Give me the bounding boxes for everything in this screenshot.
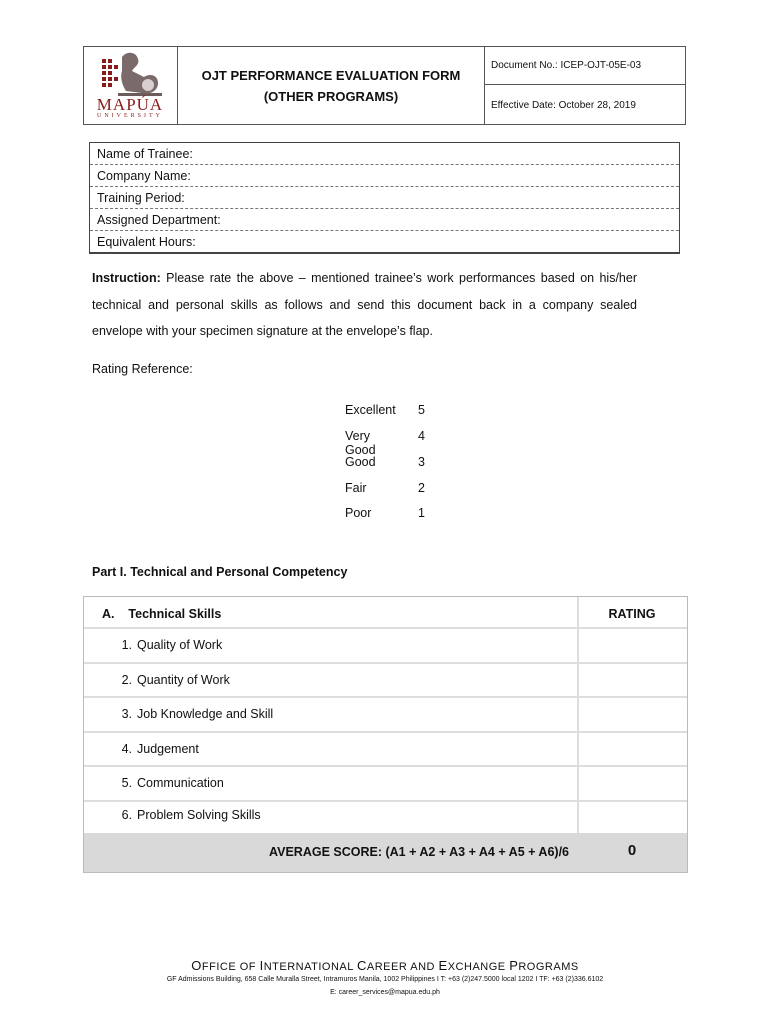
instruction-label: Instruction:	[92, 271, 161, 285]
instruction-line2: technical and personal skills as follows and send this document back in a company sealed	[92, 298, 637, 312]
skill-label: Judgement	[137, 742, 199, 756]
skill-label: Quantity of Work	[137, 673, 230, 687]
skill-label: Quality of Work	[137, 638, 223, 652]
rating-header: RATING	[608, 607, 656, 621]
average-score-row	[84, 833, 687, 872]
table-row: 3. Job Knowledge and Skill	[84, 698, 687, 733]
document-number: Document No.: ICEP-OJT-05E-03	[485, 47, 685, 85]
form-title-line2: (OTHER PROGRAMS)	[263, 88, 399, 104]
instruction-line3: envelope with your specimen signature at the envelope’s flap.	[92, 324, 433, 338]
rating-input-cell[interactable]	[577, 802, 687, 833]
table-header-row	[84, 597, 687, 629]
logo-text: MAPÚA	[96, 95, 164, 114]
table-row: 5. Communication	[84, 767, 687, 802]
table-row: 6. Problem Solving Skills	[84, 802, 687, 833]
field-name-of-trainee[interactable]: Name of Trainee:	[90, 143, 679, 165]
skill-label: Job Knowledge and Skill	[137, 707, 274, 721]
logo-subtext: UNIVERSITY	[97, 113, 163, 119]
effective-date: Effective Date: October 28, 2019	[491, 99, 636, 111]
logo-cell	[84, 47, 178, 124]
rating-input-cell[interactable]	[577, 629, 687, 662]
instruction-line1: Instruction: Please rate the above – mentioned trainee’s work performances based on his/her	[92, 271, 637, 285]
field-assigned-department[interactable]: Assigned Department:	[90, 209, 679, 231]
form-title-line1: OJT PERFORMANCE EVALUATION FORM	[201, 67, 461, 83]
rating-input-cell[interactable]	[577, 698, 687, 731]
mapua-logo-icon	[92, 51, 168, 97]
rating-reference-title: Rating Reference:	[92, 362, 193, 376]
form-title	[178, 47, 485, 124]
skill-label: Problem Solving Skills	[137, 808, 261, 822]
section-header: A. Technical Skills	[102, 607, 222, 621]
average-score-value: 0	[627, 842, 637, 859]
technical-skills-table	[83, 596, 688, 873]
field-company-name[interactable]: Company Name:	[90, 165, 679, 187]
footer-office-title: OFFICE OF INTERNATIONAL CAREER AND EXCHANGE PROGRAMS	[191, 958, 579, 973]
table-row: 4. Judgement	[84, 733, 687, 767]
rating-input-cell[interactable]	[577, 733, 687, 765]
trainee-info-table	[89, 142, 680, 254]
table-row: 2. Quantity of Work	[84, 664, 687, 698]
field-training-period[interactable]: Training Period:	[90, 187, 679, 209]
document-header	[83, 46, 686, 125]
rating-input-cell[interactable]	[577, 664, 687, 696]
average-score-label: AVERAGE SCORE: (A1 + A2 + A3 + A4 + A5 + A6)/6	[269, 845, 569, 859]
field-equivalent-hours[interactable]: Equivalent Hours:	[97, 235, 196, 249]
rating-input-cell[interactable]	[577, 767, 687, 800]
part-one-title: Part I. Technical and Personal Competency	[92, 565, 348, 579]
skill-label: Communication	[137, 776, 224, 790]
document-meta	[485, 47, 685, 124]
footer-email: E: career_services@mapua.edu.ph	[330, 989, 440, 996]
table-row: 1. Quality of Work	[84, 629, 687, 664]
footer-address: GF Admissions Building, 658 Calle Muralla Street, Intramuros Manila, 1002 Philippines I T: +63 (2)247.5000 local 1202 I TF: +63 (2)336.6102	[166, 976, 604, 983]
